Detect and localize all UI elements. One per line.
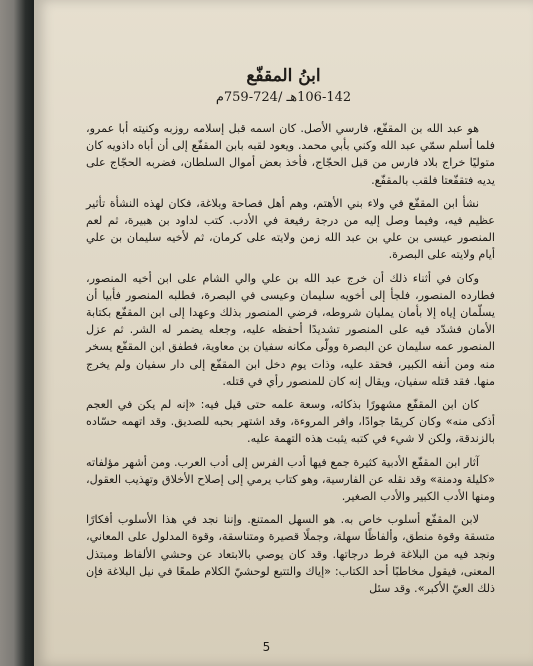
paragraph: هو عبد الله بن المقفّع، فارسي الأصل. كان اسمه قبل إسلامه روزبه وكنيته أبا عمرو، فلما أسلم سمّي عبد الله وكني بأبي محمد. ويعود لقبه بابن المقفّع إلى أن أباه داذويه كان متوليًا خراج بلاد فارس من قبل الحجّاج، فأخذ بعض أموال السلطان، فضربه الحجّاج على يديه فتقفّعتا فلقب بالمقفّع. [86, 122, 495, 187]
paragraph: كان ابن المقفّع مشهورًا بذكائه، وسعة علمه حتى قيل فيه: «إنه لم يكن في العجم أذكى منه» وكان كريمًا جوادًا، وافر المروءة، وقد اشتهر بحبه للصديق. وقد اتهمه حسّاده بالزندقة، ولكن لا شيء في كتبه يثبت هذه التهمة عليه. [86, 398, 495, 446]
paragraph: آثار ابن المقفّع الأدبية كثيرة جمع فيها أدب الفرس إلى أدب العرب. ومن أشهر مؤلفاته «كليلة ودمنة» وقد نقله عن الفارسية، وهو كتاب يرمي إلى إصلاح الأخلاق وتهذيب العقول، ومنها الأدب الكبير والأدب الصغير. [86, 455, 495, 504]
body-text [86, 120, 495, 603]
chapter-dates: 106-142هـ /724-759م [215, 90, 352, 105]
page-number: 5 [262, 640, 271, 654]
paragraph: لابن المقفّع أسلوب خاص به. هو السهل الممتنع. وإننا نجد في هذا الأسلوب أفكارًا متسقة وقوة منطق، وألفاظًا سهلة، وجملًا قصيرة ومتناسقة، وقوة المدلول على المعاني، ونجد فيه من البلاغة فرط درجاتها. وقد كان يوصي بالابتعاد عن وحشي الألفاظ ومبتذل المعنى، فيقول مخاطبًا أحد الكتاب: «إياك والتتبع لوحشيّ الكلام طمعًا في نيل البلاغة فإن ذلك العيّ الأكبر». وقد سئل [86, 513, 495, 596]
paragraph: نشأ ابن المقفّع في ولاء بني الأهتم، وهم أهل فصاحة وبلاغة، فكان لهذه النشأة تأثير عظيم فيه، وفيما وصل إليه من درجة رفيعة في الأدب. كتب لداود بن هبيرة، ثم لعم المنصور عيسى بن علي بن عبد الله زمن ولايته على كرمان، ثم لأخيه سليمان بن علي أيام ولايته على البصرة. [86, 196, 495, 262]
chapter-header [74, 66, 493, 105]
chapter-title: ابنُ المقفّع [246, 66, 321, 86]
paragraph: وكان في أثناء ذلك أن خرج عبد الله بن علي والي الشام على ابن أخيه المنصور، فطارده المنصور، فلجأ إلى أخويه سليمان وعيسى في البصرة، فطلبه المنصور فأبيا أن يسلّمان إياه إلا بأمان يمليان شروطه، فرضي المنصور بذلك وعهدا إلى ابن المقفّع بكتابة الأمان فشدّد فيه على المنصور تشديدًا أحفظه عليه، وجعله يضمر له الشر. ثم عزل المنصور عمه سليمان عن البصرة وولّى مكانه سفيان بن معاوية، فطفق ابن المقفّع يسخر منه ومن أنفه الكبير، فحقد عليه، وذات يوم دخل ابن المقفّع إلى دار سفيان ولم يخرج منها. فقد قتله سفيان، ويقال إنه كان للمنصور رأي في قتله. [86, 271, 495, 388]
book-page [34, 0, 533, 666]
book-spine [0, 0, 34, 666]
